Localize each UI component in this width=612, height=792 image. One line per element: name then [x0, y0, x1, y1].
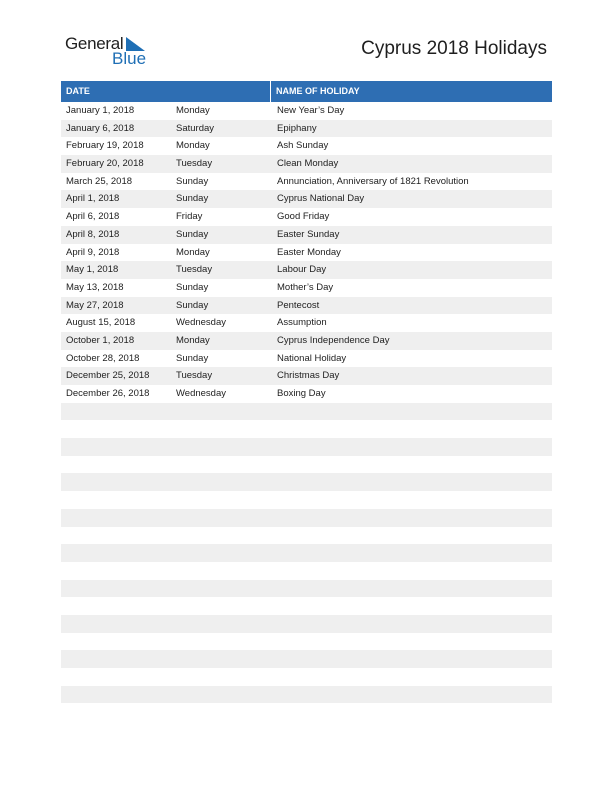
- holiday-date: April 8, 2018: [66, 228, 120, 240]
- table-row: [61, 385, 552, 403]
- holiday-name: [272, 527, 552, 545]
- holiday-weekday: [171, 703, 272, 721]
- holiday-date: [61, 597, 171, 615]
- table-row: [61, 137, 552, 155]
- holiday-date: March 25, 2018: [66, 175, 133, 187]
- holiday-weekday: Sunday: [176, 228, 209, 240]
- holiday-weekday: Tuesday: [176, 158, 213, 170]
- holiday-name: National Holiday: [277, 352, 347, 364]
- holiday-date: [61, 686, 171, 704]
- holiday-date: [61, 491, 171, 509]
- holiday-date: April 9, 2018: [66, 246, 120, 258]
- holiday-name: Cyprus National Day: [277, 193, 365, 205]
- holiday-name: Clean Monday: [277, 158, 339, 170]
- holiday-date: [61, 703, 171, 721]
- table-row: [61, 244, 552, 262]
- holiday-weekday: [171, 686, 272, 704]
- table-row: [61, 279, 552, 297]
- holiday-name: [272, 633, 552, 651]
- table-row: [61, 297, 552, 315]
- table-row: [61, 102, 552, 120]
- holiday-date: October 28, 2018: [66, 352, 140, 364]
- holiday-weekday: Sunday: [176, 299, 209, 311]
- page-title: Cyprus 2018 Holidays: [361, 38, 547, 59]
- logo-text-blue: Blue: [112, 49, 147, 68]
- holiday-name: [272, 668, 552, 686]
- holiday-weekday: [171, 597, 272, 615]
- holiday-date: December 25, 2018: [66, 370, 150, 382]
- holiday-name: Boxing Day: [277, 388, 326, 399]
- holiday-date: [61, 509, 171, 527]
- holiday-date: April 1, 2018: [66, 193, 120, 205]
- holiday-name: [272, 491, 552, 509]
- table-row: [61, 350, 552, 368]
- holiday-date: [61, 633, 171, 651]
- table-row: [61, 686, 552, 704]
- holiday-weekday: [171, 491, 272, 509]
- table-row: [61, 403, 552, 421]
- holiday-weekday: [171, 668, 272, 686]
- holiday-name: Mother’s Day: [277, 281, 334, 293]
- table-row: [61, 420, 552, 438]
- holiday-weekday: [171, 650, 272, 668]
- holiday-weekday: [171, 562, 272, 580]
- holiday-date: February 19, 2018: [66, 140, 144, 152]
- table-row: [61, 314, 552, 332]
- holiday-weekday: [171, 615, 272, 633]
- holiday-weekday: [171, 580, 272, 598]
- holiday-name: [272, 420, 552, 438]
- table-row: [61, 190, 552, 208]
- holiday-date: [61, 544, 171, 562]
- holiday-date: [61, 562, 171, 580]
- holiday-weekday: [171, 456, 272, 474]
- holiday-date: August 15, 2018: [66, 317, 136, 329]
- holiday-weekday: Monday: [176, 334, 210, 346]
- holiday-weekday: Friday: [176, 211, 203, 223]
- holiday-name: [272, 473, 552, 491]
- table-row: [61, 155, 552, 173]
- holiday-date: [61, 615, 171, 633]
- table-row: [61, 615, 552, 633]
- holiday-weekday: [171, 403, 272, 421]
- table-row: [61, 173, 552, 191]
- table-row: [61, 633, 552, 651]
- table-row: [61, 367, 552, 385]
- holiday-name: [272, 456, 552, 474]
- holiday-name: Easter Monday: [277, 246, 341, 258]
- holiday-weekday: Tuesday: [176, 264, 213, 276]
- holiday-weekday: [171, 633, 272, 651]
- holiday-weekday: [171, 527, 272, 545]
- holiday-date: [61, 650, 171, 668]
- holiday-name: [272, 597, 552, 615]
- holiday-weekday: [171, 544, 272, 562]
- holiday-name: [272, 703, 552, 721]
- holiday-weekday: Sunday: [176, 352, 209, 364]
- holiday-date: [61, 438, 171, 456]
- holiday-name: Labour Day: [277, 264, 327, 276]
- table-row: [61, 668, 552, 686]
- table-row: [61, 332, 552, 350]
- holiday-name: Ash Sunday: [277, 140, 329, 152]
- holiday-name: Assumption: [277, 317, 327, 329]
- table-row: [61, 544, 552, 562]
- holiday-weekday: Monday: [176, 140, 210, 152]
- holiday-name: [272, 509, 552, 527]
- holiday-weekday: [171, 438, 272, 456]
- holiday-date: [61, 527, 171, 545]
- holiday-name: [272, 403, 552, 421]
- holiday-date: January 1, 2018: [66, 105, 135, 116]
- holiday-date: [61, 420, 171, 438]
- holiday-name: New Year’s Day: [277, 105, 345, 116]
- holiday-weekday: [171, 420, 272, 438]
- holiday-name: [272, 562, 552, 580]
- holiday-date: [61, 668, 171, 686]
- table-row: [61, 456, 552, 474]
- holiday-date: October 1, 2018: [66, 334, 135, 346]
- holiday-name: [272, 438, 552, 456]
- holiday-name: Pentecost: [277, 299, 320, 311]
- holiday-date: [61, 456, 171, 474]
- table-row: [61, 438, 552, 456]
- holiday-weekday: Wednesday: [176, 388, 226, 399]
- holiday-date: May 27, 2018: [66, 299, 124, 311]
- logo: [65, 34, 155, 68]
- holiday-date: January 6, 2018: [66, 122, 135, 134]
- table-row: [61, 261, 552, 279]
- holiday-name: Epiphany: [277, 122, 317, 134]
- date-column-header: DATE: [61, 81, 271, 102]
- holiday-name: [272, 686, 552, 704]
- holiday-weekday: Sunday: [176, 193, 209, 205]
- holiday-date: [61, 473, 171, 491]
- holiday-weekday: Tuesday: [176, 370, 213, 382]
- holiday-name: [272, 650, 552, 668]
- holiday-weekday: Wednesday: [176, 317, 226, 329]
- holiday-name: Cyprus Independence Day: [277, 334, 390, 346]
- holiday-weekday: Saturday: [176, 122, 215, 134]
- holiday-name: [272, 580, 552, 598]
- holiday-weekday: Monday: [176, 246, 210, 258]
- holiday-date: April 6, 2018: [66, 211, 120, 223]
- table-row: [61, 509, 552, 527]
- holiday-date: February 20, 2018: [66, 158, 144, 170]
- table-row: [61, 562, 552, 580]
- holiday-weekday: [171, 509, 272, 527]
- table-row: [61, 208, 552, 226]
- holiday-name: [272, 544, 552, 562]
- logo-text-general: General: [65, 34, 124, 53]
- table-row: [61, 703, 552, 721]
- holiday-date: May 13, 2018: [66, 281, 124, 293]
- holiday-name: Christmas Day: [277, 370, 340, 382]
- table-row: [61, 226, 552, 244]
- holiday-date: December 26, 2018: [66, 388, 150, 399]
- holiday-name: Easter Sunday: [277, 228, 340, 240]
- table-row: [61, 580, 552, 598]
- table-row: [61, 527, 552, 545]
- holiday-table: [61, 81, 552, 721]
- holiday-date: [61, 403, 171, 421]
- holiday-weekday: [171, 473, 272, 491]
- table-row: [61, 120, 552, 138]
- holiday-weekday: Monday: [176, 105, 210, 116]
- table-row: [61, 473, 552, 491]
- table-body: [61, 102, 552, 721]
- holiday-name: [272, 615, 552, 633]
- holiday-date: [61, 580, 171, 598]
- table-row: [61, 597, 552, 615]
- table-row: [61, 650, 552, 668]
- holiday-date: May 1, 2018: [66, 264, 119, 276]
- table-row: [61, 491, 552, 509]
- holiday-name: Annunciation, Anniversary of 1821 Revolution: [277, 175, 469, 187]
- holiday-weekday: Sunday: [176, 175, 209, 187]
- holiday-name: Good Friday: [277, 211, 330, 223]
- holiday-weekday: Sunday: [176, 281, 209, 293]
- holiday-name-column-header: NAME OF HOLIDAY: [276, 86, 360, 96]
- table-header: [61, 81, 552, 102]
